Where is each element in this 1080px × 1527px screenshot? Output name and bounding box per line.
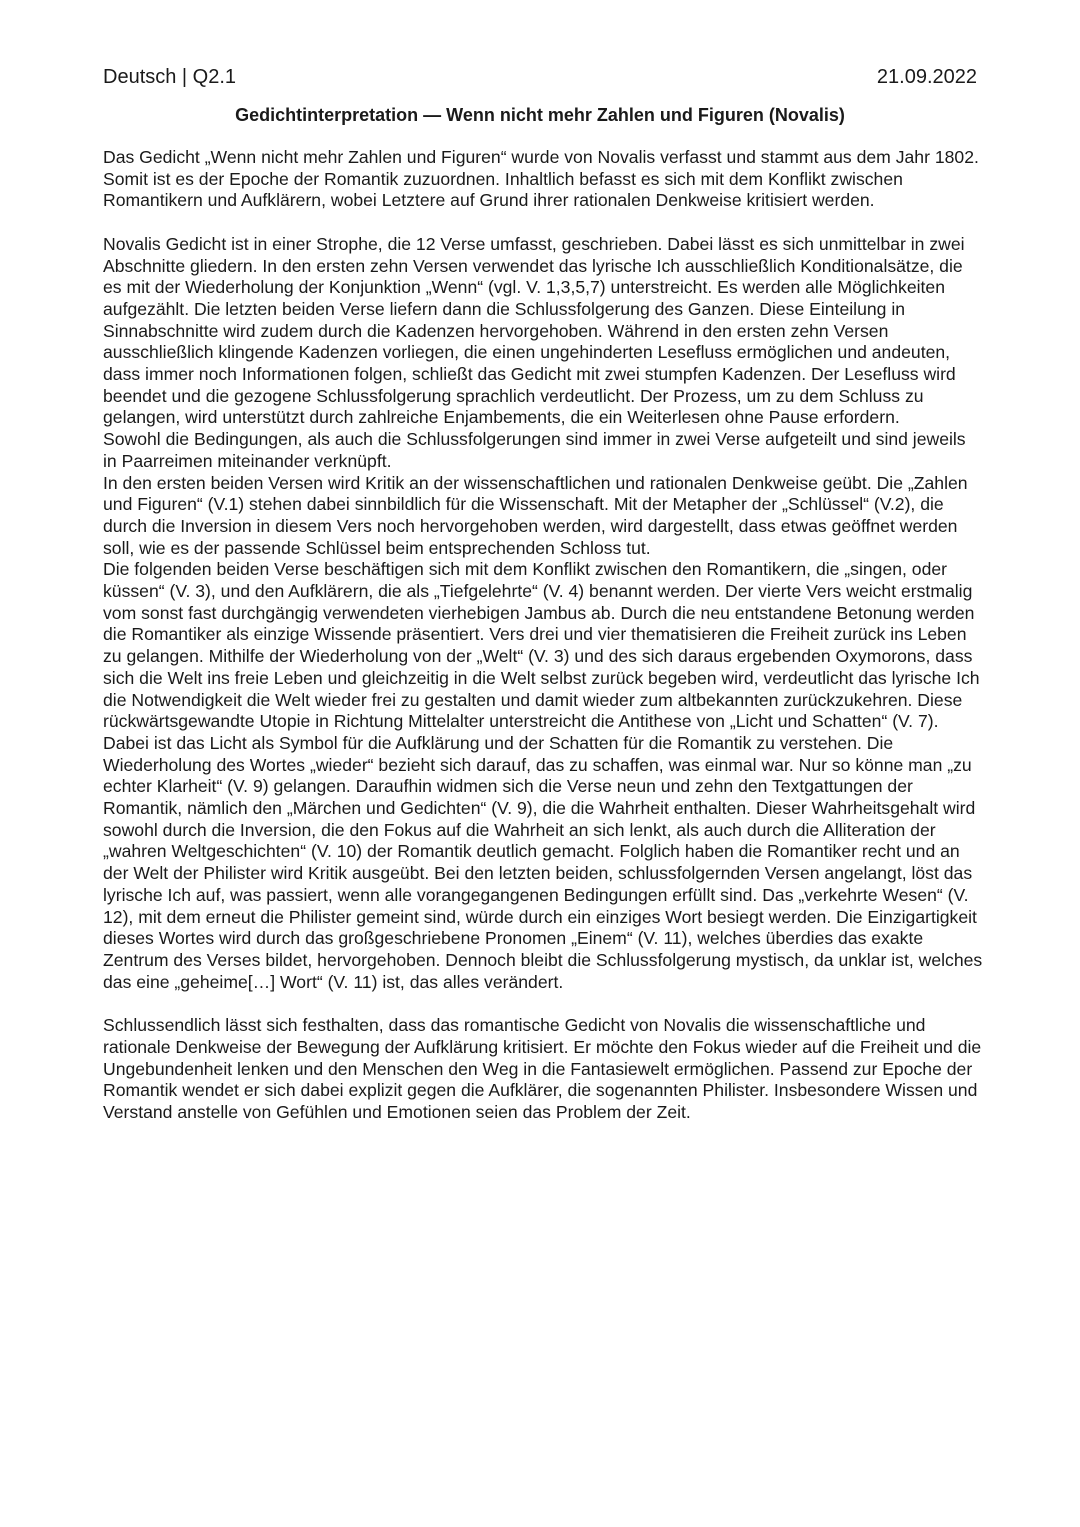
paragraph-conclusion: Schlussendlich lässt sich festhalten, dass das romantische Gedicht von Novalis die wissenschaftliche und rationale Denkweise der Bewegung der Aufklärung kritisiert. Er möchte den Fokus wieder auf die Freiheit und die Ungebundenheit lenken und den Menschen den Weg in die Fantasiewelt ermöglichen. Passend zur Epoche der Romantik wendet er sich dabei explizit gegen die Aufklärer, die sogenannten Philister. Insbesondere Wissen und Verstand anstelle von Gefühlen und Emotionen seien das Problem der Zeit. (103, 1015, 982, 1122)
paragraph-verses-3-12: Die folgenden beiden Verse beschäftigen sich mit dem Konflikt zwischen den Romantikern, die „singen, oder küssen“ (V. 3), und den Aufklärern, die als „Tiefgelehrte“ (V. 4) benannt werden. Der vierte Vers weicht erstmalig vom sonst fast durchgängig verwendeten vierhebigen Jambus ab. Durch die neu entstandene Betonung werden die Romantiker als einzige Wissende präsentiert. Vers drei und vier thematisieren die Freiheit zurück ins Leben zu gelangen. Mithilfe der Wiederholung von der „Welt“ (V. 3) und des sich daraus ergebenden Oxymorons, dass sich die Welt ins freie Leben und gleichzeitig in die Welt selbst zurück begeben wird, verdeutlicht das lyrische Ich die Notwendigkeit die Welt wieder frei zu gestalten und damit wieder zum altbekannten zurückzukehren. Diese rückwärtsgewandte Utopie in Richtung Mittelalter unterstreicht die Antithese von „Licht und Schatten“ (V. 7). Dabei ist das Licht als Symbol für die Aufklärung und der Schatten für die Romantik zu verstehen. Die Wiederholung des Wortes „wieder“ bezieht sich darauf, das zu schaffen, was einmal war. Nur so könne man „zu echter Klarheit“ (V. 9) gelangen. Daraufhin widmen sich die Verse neun und zehn den Textgattungen der Romantik, nämlich den „Märchen und Gedichten“ (V. 9), die die Wahrheit enthalten. Dieser Wahrheitsgehalt wird sowohl durch die Inversion, die den Fokus auf die Wahrheit an sich lenkt, als auch durch die Alliteration der „wahren Weltgeschichten“ (V. 10) der Romantik deutlich gemacht. Folglich haben die Romantiker recht und an der Welt der Philister wird Kritik ausgeübt. Bei den letzten beiden, schlussfolgernden Versen angelangt, löst das lyrische Ich auf, was passiert, wenn alle vorangegangenen Bedingungen erfüllt sind. Das „verkehrte Wesen“ (V. 12), mit dem erneut die Philister gemeint sind, würde durch ein einziges Wort besiegt werden. Die Einzigartigkeit dieses Wortes wird durch das großgeschriebene Pronomen „Einem“ (V. 11), welches überdies das exakte Zentrum des Verses bildet, hervorgehoben. Dennoch bleibt die Schlussfolgerung mystisch, da unklar ist, welches das eine „geheime[…] Wort“ (V. 11) ist, das alles verändert. (103, 559, 983, 992)
date-label: 21.09.2022 (876, 66, 977, 88)
paragraph-verses-1-2: In den ersten beiden Versen wird Kritik an der wissenschaftlichen und rationalen Denkweise geübt. Die „Zahlen und Figuren“ (V.1) stehen dabei sinnbildlich für die Wissenschaft. Mit der Metapher der „Schlüssel“ (V.2), die durch die Inversion in diesem Vers noch hervorgehoben werden, wird dargestellt, dass etwas geöffnet werden soll, wie es der passende Schlüssel beim entsprechenden Schloss tut. (103, 472, 968, 558)
subject-label: Deutsch | Q2.1 (103, 66, 237, 88)
document-body (103, 147, 983, 1124)
paragraph-rhyme: Sowohl die Bedingungen, als auch die Schlussfolgerungen sind immer in zwei Verse aufgeteilt und sind jeweils in Paarreimen miteinander verknüpft. (103, 429, 966, 471)
page-header (103, 64, 977, 90)
paragraph-introduction: Das Gedicht „Wenn nicht mehr Zahlen und Figuren“ wurde von Novalis verfasst und stammt aus dem Jahr 1802. Somit ist es der Epoche der Romantik zuzuordnen. Inhaltlich befasst es sich mit dem Konflikt zwischen Romantikern und Aufklärern, wobei Letztere auf Grund ihrer rationalen Denkweise kritisiert werden. (103, 147, 979, 211)
paragraph-structure: Novalis Gedicht ist in einer Strophe, die 12 Verse umfasst, geschrieben. Dabei lässt es sich unmittelbar in zwei Abschnitte gliedern. In den ersten zehn Versen verwendet das lyrische Ich ausschließlich Konditionalsätze, die es mit der Wiederholung der Konjunktion „Wenn“ (vgl. V. 1,3,5,7) unterstreicht. Es werden alle Möglichkeiten aufgezählt. Die letzten beiden Verse liefern dann die Schlussfolgerung des Ganzen. Diese Einteilung in Sinnabschnitte wird zudem durch die Kadenzen hervorgehoben. Während in den ersten zehn Versen ausschließlich klingende Kadenzen vorliegen, die einen ungehinderten Lesefluss ermöglichen und andeuten, dass immer noch Informationen folgen, schließt das Gedicht mit zwei stumpfen Kadenzen. Der Lesefluss wird beendet und die gezogene Schlussfolgerung sprachlich verdeutlicht. Der Prozess, um zu dem Schluss zu gelangen, wird unterstützt durch zahlreiche Enjambements, die ein Weiterlesen ohne Pause erfordern. (103, 233, 965, 428)
document-title: Gedichtinterpretation — Wenn nicht mehr Zahlen und Figuren (Novalis) (235, 105, 845, 125)
